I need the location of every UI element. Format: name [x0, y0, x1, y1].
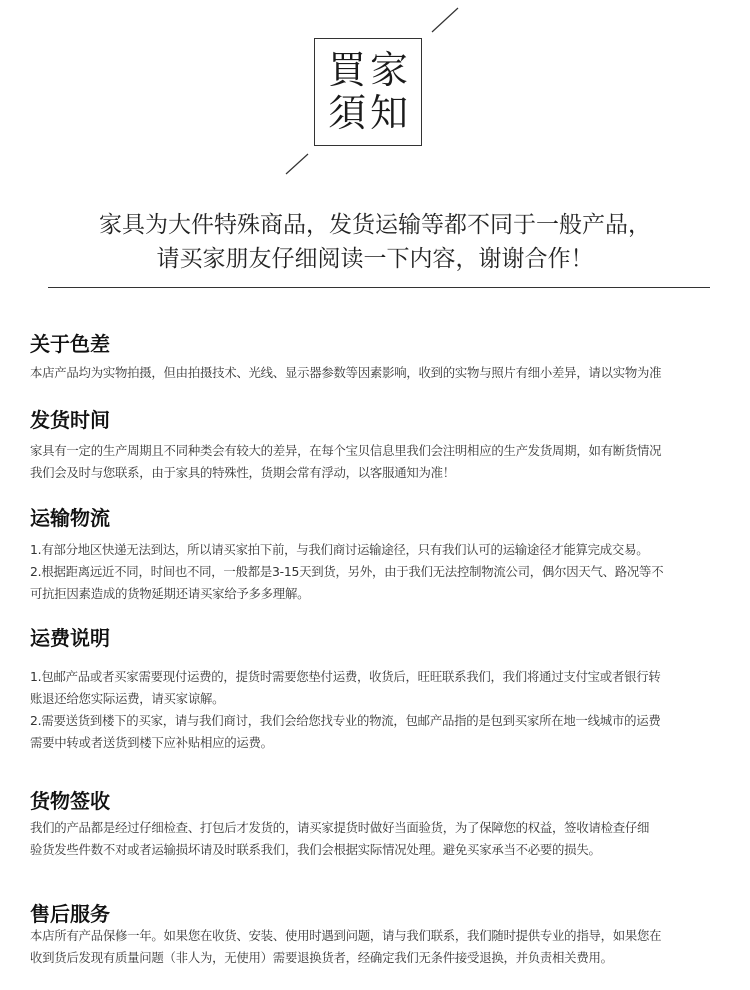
section-text-color — [30, 362, 730, 384]
section-title-shipping-time: 发货时间 — [30, 408, 110, 432]
text-line: 家具有一定的生产周期且不同种类会有较大的差异，在每个宝贝信息里我们会注明相应的生产发货周期，如有断货情况 — [30, 443, 662, 458]
section-title-receipt: 货物签收 — [30, 789, 110, 813]
title-char: 買 — [327, 48, 366, 92]
decorative-line-top — [430, 6, 460, 34]
text-line: 本店所有产品保修一年。如果您在收货、安装、使用时遇到问题，请与我们联系，我们随时提供专业的指导，如果您在 — [30, 928, 662, 943]
section-title-freight: 运费说明 — [30, 626, 110, 650]
text-line: 1.包邮产品或者买家需要现付运费的，提货时需要您垫付运费，收货后，旺旺联系我们，我们将通过支付宝或者银行转 — [30, 669, 661, 684]
section-text-after-sales — [30, 925, 730, 969]
text-line: 收到货后发现有质量问题（非人为，无使用）需要退换货者，经确定我们无条件接受退换，并负责相关费用。 — [30, 950, 613, 965]
text-line: 2.根据距离远近不同，时间也不同，一般都是3-15天到货，另外，由于我们无法控制物流公司，偶尔因天气、路况等不 — [30, 564, 664, 579]
section-text-logistics — [30, 539, 730, 605]
text-line: 本店产品均为实物拍摄，但由拍摄技术、光线、显示器参数等因素影响，收到的实物与照片有细小差异，请以实物为准 — [30, 365, 662, 380]
subtitle-line-2: 请买家朋友仔细阅读一下内容，谢谢合作！ — [156, 246, 594, 272]
subtitle-line-1: 家具为大件特殊商品，发货运输等都不同于一般产品， — [99, 212, 651, 238]
section-title-color: 关于色差 — [30, 332, 110, 356]
text-line: 需要中转或者送货到楼下应补贴相应的运费。 — [30, 735, 273, 750]
title-char: 知 — [369, 91, 408, 135]
text-line: 1.有部分地区快递无法到达，所以请买家拍下前，与我们商讨运输途径，只有我们认可的运输途径才能算完成交易。 — [30, 542, 649, 557]
text-line: 验货发些件数不对或者运输损坏请及时联系我们，我们会根据实际情况处理。避免买家承当不必要的损失。 — [30, 842, 601, 857]
decorative-line-bottom — [284, 152, 310, 176]
title-char: 須 — [327, 91, 366, 135]
text-line: 2.需要送货到楼下的买家，请与我们商讨，我们会给您找专业的物流，包邮产品指的是包到买家所在地一线城市的运费 — [30, 713, 661, 728]
text-line: 我们会及时与您联系，由于家具的特殊性，货期会常有浮动，以客服通知为准！ — [30, 465, 455, 480]
text-line: 账退还给您实际运费，请买家谅解。 — [30, 691, 225, 706]
section-text-freight — [30, 666, 730, 754]
section-text-receipt — [30, 817, 730, 861]
section-title-after-sales: 售后服务 — [30, 902, 110, 926]
title-box — [314, 38, 422, 146]
header-divider — [48, 287, 710, 288]
text-line: 我们的产品都是经过仔细检查、打包后才发货的，请买家提货时做好当面验货，为了保障您的权益，签收请检查仔细 — [30, 820, 650, 835]
title-char: 家 — [369, 48, 408, 92]
section-text-shipping-time — [30, 440, 730, 484]
section-title-logistics: 运输物流 — [30, 506, 110, 530]
text-line: 可抗拒因素造成的货物延期还请买家给予多多理解。 — [30, 586, 310, 601]
